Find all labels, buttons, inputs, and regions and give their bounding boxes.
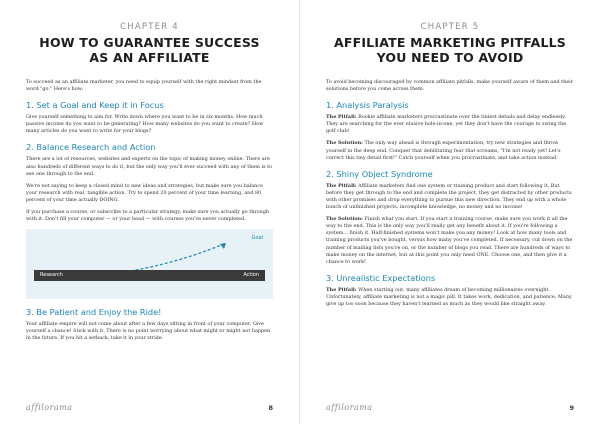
section-heading: 1. Analysis Paralysis	[326, 100, 409, 111]
right-page	[300, 0, 600, 424]
chapter-title	[326, 35, 574, 65]
pitfall-label: The Pitfall:	[326, 114, 357, 121]
solution-text: Finish what you start. If you start a training course, make sure you work it all the way to the end. This is the only way you'll really get any benefit about it. If you're following a system... finish it. Half-finished systems won't make you any money! Look at how many tools and training products you've bought, versus how many you've completed. If necessary, cut down on the number of mailing lists you're on, or the number of blogs you read. There are hundreds of ways to make money on the internet, but at this point you only need ONE. Choose one, and then give it a chance to work!	[326, 216, 573, 265]
pitfall-paragraph	[326, 287, 574, 308]
body-paragraph: There are a lot of resources, websites and experts on the topic of making money online. There are also hundreds of different ways to do it, but the only way you'll ever succeed with any of them is to see one through to the end.	[26, 156, 272, 177]
body-paragraph: If you purchase a course, or subscribe to a particular strategy, make sure you actually go through with it. Don't fill your computer — or your head — with courses you've never completed.	[26, 209, 270, 223]
pitfall-label: The Pitfall:	[326, 286, 357, 293]
pitfall-paragraph	[326, 183, 574, 211]
body-paragraph: Your affiliate empire will not come about after a few days sitting in front of your computer. Give yourself a chance! Stick with it. There is no point worrying about what might or might not happen in the future. If you hit a setback, take it in your stride.	[26, 321, 271, 342]
solution-label: The Solution:	[326, 216, 363, 223]
chapter-label: CHAPTER 4	[120, 22, 179, 32]
chapter-label: CHAPTER 5	[420, 22, 480, 32]
page-number: 9	[569, 403, 574, 412]
goal-label: Goal	[251, 235, 263, 242]
solution-text: The only way ahead is through experimentation; try new strategies and throw yourself in the deep end. Conquer that debilitating fear that screams, "I'm not ready yet! Let's correct this tiny detail first!" Catch yourself when you procrastinate, and take action instead.	[326, 140, 561, 161]
intro-paragraph: To succeed as an affiliate marketer, you need to equip yourself with the right mindset from the word "go." Here's how:	[26, 79, 262, 93]
page-footer	[26, 403, 273, 412]
brand-logo: affilorama	[26, 403, 73, 412]
pitfall-paragraph	[326, 114, 574, 135]
research-action-figure	[26, 229, 273, 299]
research-label: Research	[40, 272, 63, 279]
pitfall-text: Affiliate marketers find one system or training product and start following it. But before they get through to the end and complete the project, they get distracted by other products with other promises and drop everything to pursue this new direction. They end up with a whole bunch of unfinished projects, incomplete knowledge, no money and no income!	[326, 182, 572, 211]
page-footer	[326, 403, 574, 412]
solution-paragraph	[326, 216, 574, 266]
section-heading: 3. Be Patient and Enjoy the Ride!	[26, 307, 162, 318]
chapter-title	[26, 35, 273, 65]
page-number: 8	[268, 403, 273, 412]
section-heading: 2. Balance Research and Action	[26, 142, 156, 153]
pitfall-label: The Pitfall:	[326, 182, 357, 189]
solution-paragraph	[326, 140, 574, 161]
chapter-title-line: AS AN AFFILIATE	[89, 50, 210, 65]
chapter-title-line: HOW TO GUARANTEE SUCCESS	[39, 35, 260, 50]
action-label: Action	[243, 272, 259, 279]
section-heading: 2. Shiny Object Syndrome	[326, 168, 433, 179]
progress-arrow-icon	[26, 229, 274, 299]
body-paragraph: We're not saying to keep a closed mind to new ideas and strategies, but make sure you balance your research with real, tangible action. Try to spend 20 percent of your time learning, and 80 percent of your time actually DOING.	[26, 182, 263, 203]
solution-label: The Solution:	[326, 140, 363, 147]
brand-logo: affilorama	[326, 403, 373, 412]
section-heading: 3. Unrealistic Expectations	[326, 272, 436, 283]
pitfall-text: When starting out, many affiliates dream of becoming millionaires overnight. Unfortunately, affiliate marketing is not a magic pill. It takes work, dedication, and patience. Many give up too soon because they haven't learned as much as they would like straight away.	[326, 286, 572, 307]
pitfall-text: Rookie affiliate marketers procrastinate over the tiniest details and delay endlessly. They are searching for the ever elusive hole-in-one, yet they don't have the courage to swing the golf club!	[326, 114, 567, 135]
research-action-bar	[34, 270, 265, 281]
body-paragraph: Give yourself something to aim for. Write down where you want to be in six months. How much passive income do you want to be generating? How many websites do you want to create? How many articles do you want to write for your blogs?	[26, 114, 264, 135]
chapter-title-line: AFFILIATE MARKETING PITFALLS	[333, 35, 566, 50]
chapter-title-line: YOU NEED TO AVOID	[376, 50, 524, 65]
intro-paragraph: To avoid becoming discouraged by common affiliate pitfalls, make yourself aware of them and their solutions before you come across them.	[326, 79, 574, 93]
section-heading: 1. Set a Goal and Keep it in Focus	[26, 100, 164, 111]
